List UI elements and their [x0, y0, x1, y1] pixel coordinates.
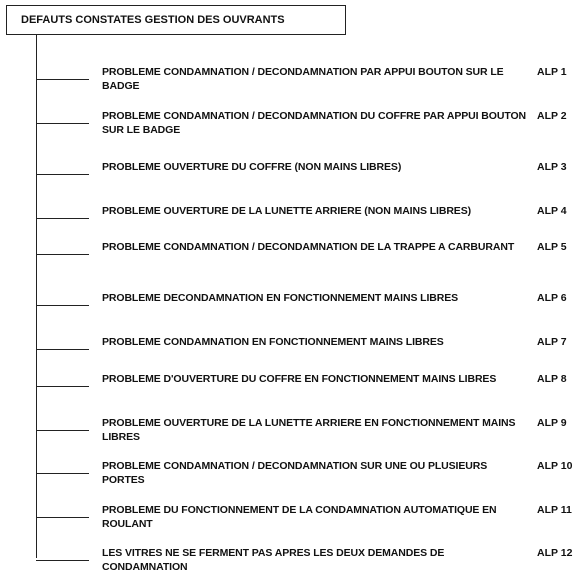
alp-code: ALP 6	[537, 292, 567, 304]
branch-line	[36, 254, 89, 255]
branch-line	[36, 430, 89, 431]
fault-label: PROBLEME DU FONCTIONNEMENT DE LA CONDAMNATION AUTOMATIQUE EN ROULANT	[102, 504, 497, 530]
branch-line	[36, 560, 89, 561]
branch-line	[36, 174, 89, 175]
alp-code: ALP 3	[537, 161, 567, 173]
branch-line	[36, 349, 89, 350]
branch-line	[36, 517, 89, 518]
fault-label: PROBLEME CONDAMNATION / DECONDAMNATION PAR APPUI BOUTON SUR LE BADGE	[102, 66, 504, 92]
branch-line	[36, 305, 89, 306]
alp-code: ALP 2	[537, 110, 567, 122]
alp-code: ALP 12	[537, 547, 573, 559]
diagram-title: DEFAUTS CONSTATES GESTION DES OUVRANTS	[6, 5, 346, 35]
fault-label: PROBLEME D'OUVERTURE DU COFFRE EN FONCTIONNEMENT MAINS LIBRES	[102, 373, 497, 385]
alp-code: ALP 8	[537, 373, 567, 385]
alp-code: ALP 1	[537, 66, 567, 78]
tree-trunk-line	[36, 35, 37, 558]
alp-code: ALP 4	[537, 205, 567, 217]
fault-label: PROBLEME DECONDAMNATION EN FONCTIONNEMENT MAINS LIBRES	[102, 292, 459, 304]
alp-code: ALP 11	[537, 504, 572, 516]
branch-line	[36, 473, 89, 474]
fault-label: PROBLEME CONDAMNATION EN FONCTIONNEMENT MAINS LIBRES	[102, 336, 444, 348]
branch-line	[36, 79, 89, 80]
alp-code: ALP 5	[537, 241, 567, 253]
alp-code: ALP 9	[537, 417, 567, 429]
branch-line	[36, 218, 89, 219]
fault-label: LES VITRES NE SE FERMENT PAS APRES LES DEUX DEMANDES DE CONDAMNATION	[102, 547, 445, 573]
fault-label: PROBLEME OUVERTURE DE LA LUNETTE ARRIERE (NON MAINS LIBRES)	[102, 205, 471, 217]
fault-label: PROBLEME CONDAMNATION / DECONDAMNATION DU COFFRE PAR APPUI BOUTON SUR LE BADGE	[102, 110, 526, 136]
branch-line	[36, 123, 89, 124]
branch-line	[36, 386, 89, 387]
alp-code: ALP 10	[537, 460, 573, 472]
fault-label: PROBLEME OUVERTURE DU COFFRE (NON MAINS LIBRES)	[102, 161, 402, 173]
fault-label: PROBLEME CONDAMNATION / DECONDAMNATION DE LA TRAPPE A CARBURANT	[102, 241, 515, 253]
fault-label: PROBLEME OUVERTURE DE LA LUNETTE ARRIERE EN FONCTIONNEMENT MAINS LIBRES	[102, 417, 516, 443]
alp-code: ALP 7	[537, 336, 567, 348]
fault-label: PROBLEME CONDAMNATION / DECONDAMNATION SUR UNE OU PLUSIEURS PORTES	[102, 460, 488, 486]
